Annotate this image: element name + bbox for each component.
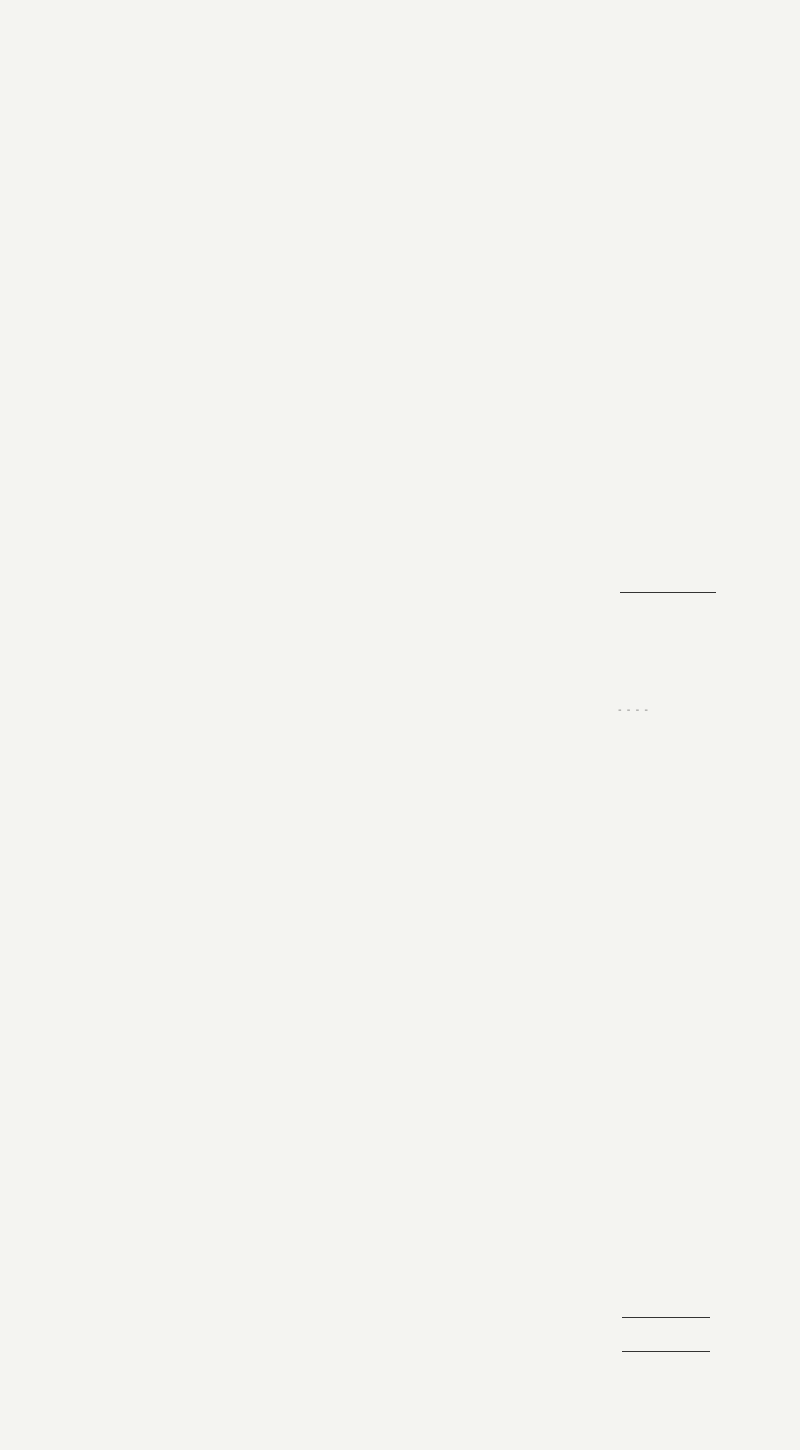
total-rule-bottom-bottom [622,1351,710,1352]
total-rule-bottom-top [622,1317,710,1318]
late-donations-list [126,967,710,991]
column-headers [126,967,710,991]
decorative-dashes: - - - - [618,705,649,716]
total-rule-top [620,592,716,593]
